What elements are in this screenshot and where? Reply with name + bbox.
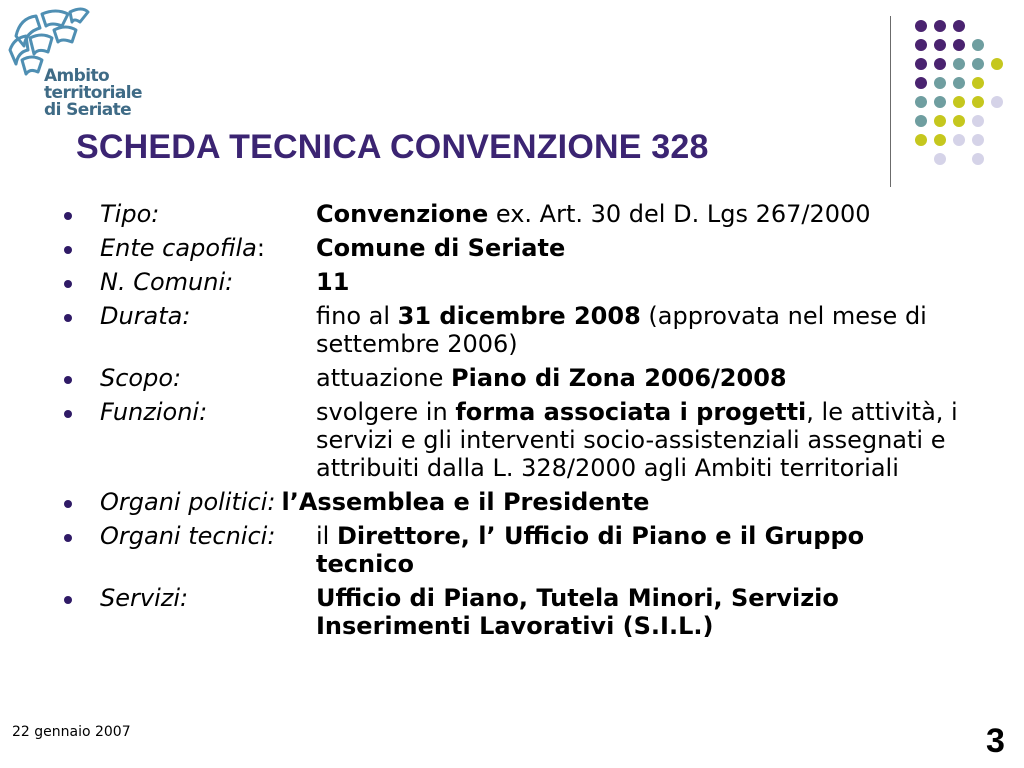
divider-line <box>890 16 891 187</box>
decorative-dots-icon <box>910 18 1010 168</box>
list-item-comuni <box>60 268 960 296</box>
list-item-ente <box>60 234 960 262</box>
item-label: Scopo: <box>100 364 182 392</box>
item-label: Servizi: <box>100 584 189 612</box>
item-value: Comune di Seriate <box>316 234 566 262</box>
item-value: il Direttore, l’ Ufficio di Piano e il Gruppo tecnico <box>316 522 865 578</box>
logo-line-2: territoriale <box>44 83 142 103</box>
list-item-organi-tecnici <box>60 522 960 578</box>
item-label: Funzioni: <box>100 398 208 426</box>
item-value: l’Assemblea e il Presidente <box>281 488 650 516</box>
logo-line-1: Ambito <box>44 66 110 86</box>
item-label: Organi tecnici: <box>100 522 276 550</box>
item-value: fino al 31 dicembre 2008 (approvata nel mese di settembre 2006) <box>316 302 927 358</box>
list-item-durata <box>60 302 960 358</box>
ambito-logo <box>6 6 156 124</box>
list-item-scopo <box>60 364 960 392</box>
page-number: 3 <box>986 722 1005 760</box>
list-item-servizi <box>60 584 960 640</box>
item-label: Organi politici: <box>100 488 276 516</box>
footer-date: 22 gennaio 2007 <box>12 724 131 740</box>
logo-line-3: di Seriate <box>44 100 132 120</box>
logo-text <box>44 68 142 119</box>
slide-title: SCHEDA TECNICA CONVENZIONE 328 <box>76 128 709 166</box>
item-label: Tipo: <box>100 200 160 228</box>
item-label: N. Comuni: <box>100 268 234 296</box>
item-value: attuazione Piano di Zona 2006/2008 <box>316 364 787 392</box>
spec-list <box>60 200 960 646</box>
item-value: svolgere in forma associata i progetti, le attività, i servizi e gli interventi socio-assistenziali assegnati e attribuiti dalla L. 328/2000 agli Ambiti territoriali <box>316 398 958 482</box>
item-label: Durata: <box>100 302 191 330</box>
list-item-tipo <box>60 200 960 228</box>
item-value: Convenzione ex. Art. 30 del D. Lgs 267/2000 <box>316 200 871 228</box>
item-value: Ufficio di Piano, Tutela Minori, Servizio Inserimenti Lavorativi (S.I.L.) <box>316 584 839 640</box>
item-label: Ente capofila: <box>100 234 265 262</box>
list-item-organi-politici <box>60 488 960 516</box>
item-value: 11 <box>316 268 350 296</box>
list-item-funzioni <box>60 398 960 482</box>
